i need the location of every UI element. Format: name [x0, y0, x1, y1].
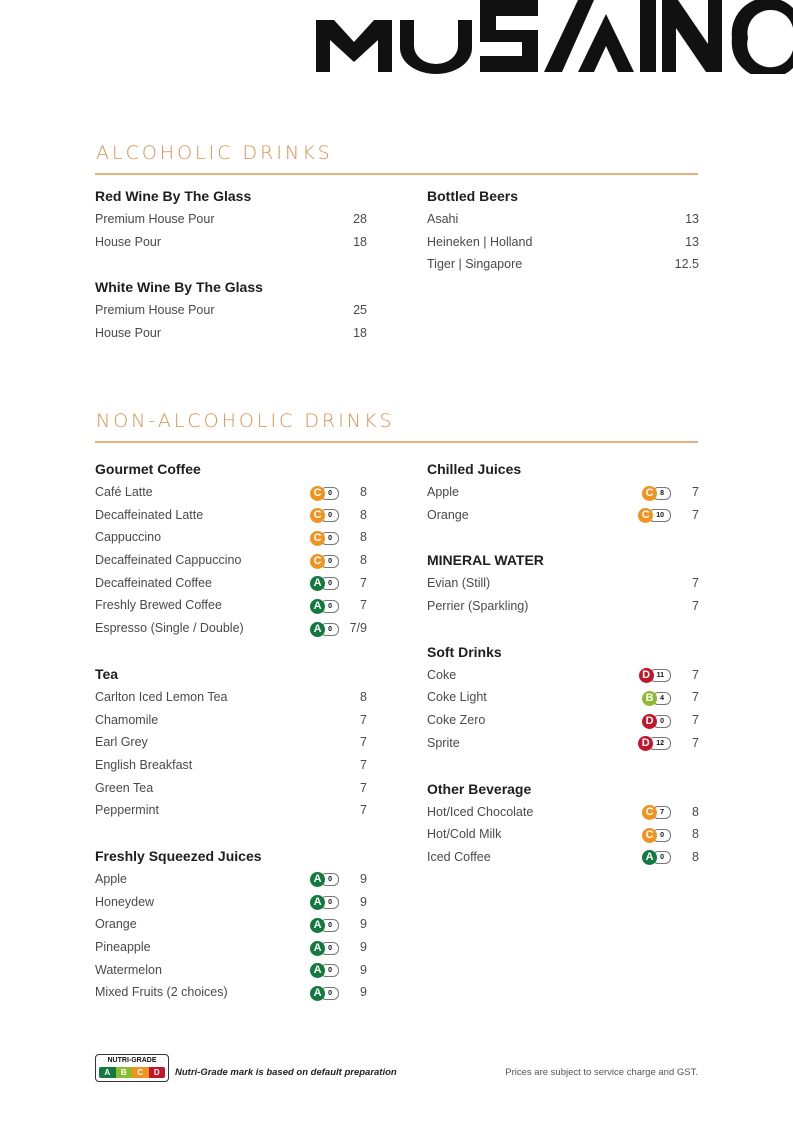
menu-item-price: 7: [360, 575, 367, 590]
sugar-percentage: 0: [652, 829, 671, 842]
menu-item: [95, 526, 367, 549]
sugar-percentage: 0: [320, 896, 339, 909]
sugar-percentage: 0: [320, 577, 339, 590]
menu-item-price: 9: [360, 871, 367, 886]
category-heading: Gourmet Coffee: [95, 461, 201, 477]
menu-item-name: Apple: [427, 485, 459, 499]
nutri-grade-letter: A: [310, 895, 325, 910]
menu-item-price: 7: [360, 712, 367, 727]
sugar-percentage: 11: [649, 669, 671, 682]
sugar-percentage: 0: [652, 851, 671, 864]
category-heading: Soft Drinks: [427, 643, 502, 660]
nutri-grade-badge: [639, 668, 671, 684]
menu-item-price: 8: [692, 827, 699, 842]
menu-item-name: Green Tea: [95, 780, 154, 795]
nutri-grade-badge: [310, 872, 339, 888]
sugar-percentage: 0: [320, 532, 339, 545]
menu-item-price: 8: [692, 849, 699, 864]
menu-item: [427, 732, 699, 755]
menu-item-name: Café Latte: [95, 485, 153, 499]
menu-item-price: 8: [360, 689, 367, 704]
nutri-grade-logo: [95, 1054, 169, 1082]
brand-logo: [316, 0, 793, 74]
menu-item: [95, 504, 367, 527]
nutri-grade-badge: [310, 508, 339, 524]
menu-item-name: Peppermint: [95, 803, 159, 818]
menu-item: [95, 617, 367, 640]
sugar-percentage: 0: [320, 873, 339, 886]
nutri-grade-letter: B: [642, 691, 657, 706]
category-heading: Freshly Squeezed Juices: [95, 847, 262, 864]
menu-item: [95, 322, 367, 345]
menu-item-price: 9: [360, 985, 367, 1000]
alcoholic-right-column: [427, 185, 699, 276]
sugar-percentage: 8: [652, 487, 671, 500]
menu-item: [427, 801, 699, 824]
menu-item-name: House Pour: [95, 234, 162, 249]
menu-item-name: Watermelon: [95, 962, 162, 977]
category-heading: Chilled Juices: [427, 461, 522, 477]
menu-item-name: Earl Grey: [95, 735, 148, 750]
menu-item-price: 8: [360, 507, 367, 522]
nutri-grade-letter: C: [310, 554, 325, 569]
menu-item-price: 13: [685, 234, 699, 249]
menu-item-name: Sprite: [427, 735, 460, 750]
menu-item-price: 28: [353, 212, 367, 226]
sugar-percentage: 0: [320, 987, 339, 1000]
menu-item-price: 7: [692, 485, 699, 499]
nutri-grade-letter: A: [310, 941, 325, 956]
sugar-percentage: 0: [320, 487, 339, 500]
nutri-grade-badge: [642, 805, 671, 821]
nutri-grade-logo-title: NUTRI-GRADE: [107, 1057, 157, 1064]
menu-item: [95, 959, 367, 982]
menu-item-name: Premium House Pour: [95, 212, 215, 226]
menu-item-price: 13: [685, 212, 699, 226]
menu-item: [95, 594, 367, 617]
sugar-percentage: 0: [320, 964, 339, 977]
nutri-grade-letter: C: [310, 531, 325, 546]
menu-item: [95, 709, 367, 732]
menu-item: [95, 754, 367, 777]
menu-item: [95, 231, 367, 254]
menu-item: [95, 799, 367, 822]
nutri-grade-badge: [642, 485, 671, 501]
sugar-percentage: 7: [652, 806, 671, 819]
category-heading: Tea: [95, 665, 119, 682]
menu-item-name: Espresso (Single / Double): [95, 621, 244, 636]
nutri-grade-badge: [642, 827, 671, 843]
menu-item-price: 7: [692, 507, 699, 522]
category-heading: Bottled Beers: [427, 188, 519, 204]
nutri-grade-scale-letter: D: [149, 1067, 166, 1078]
menu-item-name: Heineken | Holland: [427, 234, 533, 249]
menu-item: [95, 481, 367, 504]
menu-item: [427, 846, 699, 869]
category-heading: Other Beverage: [427, 780, 532, 797]
nutri-grade-badge: [310, 576, 339, 592]
nutri-grade-scale-letter: C: [132, 1067, 149, 1078]
menu-item-price: 7: [360, 735, 367, 750]
menu-item-price: 7/9: [349, 621, 367, 636]
menu-item-price: 9: [360, 917, 367, 932]
price-disclaimer: Prices are subject to service charge and GST.: [505, 1067, 698, 1078]
nutri-grade-badge: [642, 690, 671, 706]
nutri-grade-badge: [642, 713, 671, 729]
menu-item-name: English Breakfast: [95, 757, 193, 772]
menu-item-name: Decaffeinated Cappuccino: [95, 553, 242, 568]
sugar-percentage: 12: [648, 737, 671, 750]
nutri-grade-badge: [310, 598, 339, 614]
nutri-grade-letter: A: [310, 576, 325, 591]
nutri-grade-letter: A: [310, 918, 325, 933]
nutri-grade-badge: [310, 963, 339, 979]
menu-item-price: 7: [692, 735, 699, 750]
nutri-grade-letter: A: [310, 986, 325, 1001]
category-heading: White Wine By The Glass: [95, 279, 263, 296]
menu-item-price: 8: [692, 804, 699, 819]
menu-item: [95, 777, 367, 800]
nutri-grade-badge: [310, 985, 339, 1001]
menu-item: [427, 595, 699, 618]
menu-item-price: 9: [360, 894, 367, 909]
menu-item: [427, 208, 699, 231]
nutri-grade-letter: C: [642, 486, 657, 501]
menu-item: [95, 913, 367, 936]
nutri-grade-letter: A: [310, 963, 325, 978]
menu-item: [427, 709, 699, 732]
nutri-grade-letter: C: [310, 486, 325, 501]
menu-item-price: 7: [360, 780, 367, 795]
sugar-percentage: 10: [648, 509, 671, 522]
nutri-grade-letter: C: [642, 805, 657, 820]
menu-item-price: 8: [360, 530, 367, 545]
menu-item-name: Mixed Fruits (2 choices): [95, 985, 228, 1000]
menu-item-price: 8: [360, 553, 367, 568]
menu-item-price: 7: [360, 757, 367, 772]
menu-item-name: Honeydew: [95, 894, 155, 909]
nutri-grade-letter: C: [310, 508, 325, 523]
nutri-grade-letter: D: [639, 668, 654, 683]
menu-item-price: 7: [692, 576, 699, 591]
section-divider: [95, 173, 698, 175]
menu-item-price: 7: [692, 713, 699, 728]
nutri-grade-badge: [310, 621, 339, 637]
menu-item: [95, 299, 367, 322]
section-title-non-alcoholic: NON-ALCOHOLIC DRINKS: [96, 410, 395, 432]
menu-item-name: Premium House Pour: [95, 303, 215, 318]
menu-item-name: Perrier (Sparkling): [427, 599, 529, 614]
menu-item-name: Evian (Still): [427, 576, 491, 591]
menu-item-price: 7: [360, 598, 367, 613]
nutri-grade-badge: [310, 940, 339, 956]
alcoholic-left-column: [95, 185, 367, 345]
menu-item-price: 18: [353, 234, 367, 249]
sugar-percentage: 0: [320, 555, 339, 568]
menu-item-name: Decaffeinated Coffee: [95, 575, 212, 590]
nutri-grade-badge: [638, 508, 671, 524]
menu-item: [427, 253, 699, 276]
nutri-grade-badge: [310, 530, 339, 546]
menu-item-name: Decaffeinated Latte: [95, 507, 204, 522]
menu-item: [95, 936, 367, 959]
nutri-grade-badge: [642, 850, 671, 866]
nutri-grade-scale-letter: A: [99, 1067, 116, 1078]
nutri-grade-letter: A: [310, 622, 325, 637]
menu-item-name: Hot/Iced Chocolate: [427, 804, 534, 819]
menu-item: [427, 504, 699, 527]
menu-item-name: Coke: [427, 667, 457, 682]
menu-item: [427, 686, 699, 709]
menu-item-name: Hot/Cold Milk: [427, 827, 502, 842]
sugar-percentage: 0: [320, 919, 339, 932]
menu-item-name: Tiger | Singapore: [427, 257, 523, 272]
menu-item: [95, 572, 367, 595]
nutri-grade-badge: [310, 917, 339, 933]
menu-item-price: 9: [360, 962, 367, 977]
nutri-grade-badge: [310, 553, 339, 569]
menu-item-price: 9: [360, 940, 367, 954]
menu-item-name: Cappuccino: [95, 530, 162, 545]
nutri-grade-badge: [638, 736, 671, 752]
menu-item-name: House Pour: [95, 326, 162, 341]
category-heading: Red Wine By The Glass: [95, 188, 252, 204]
nutri-grade-letter: A: [310, 872, 325, 887]
menu-item: [95, 208, 367, 231]
nutri-grade-letter: A: [642, 850, 657, 865]
nutri-grade-badge: [310, 895, 339, 911]
nutri-grade-letter: C: [642, 828, 657, 843]
nutri-grade-note: Nutri-Grade mark is based on default preparation: [175, 1067, 397, 1078]
menu-item: [427, 231, 699, 254]
menu-item-name: Coke Zero: [427, 713, 486, 728]
menu-item-price: 12.5: [674, 257, 699, 272]
menu-item-name: Orange: [427, 507, 469, 522]
category-heading: MINERAL WATER: [427, 552, 544, 569]
section-divider: [95, 441, 698, 443]
menu-item-price: 7: [692, 667, 699, 682]
menu-item-name: Chamomile: [95, 712, 159, 727]
sugar-percentage: 0: [320, 509, 339, 522]
menu-item-price: 8: [360, 485, 367, 499]
nutri-grade-letter: D: [638, 736, 653, 751]
menu-item: [427, 572, 699, 595]
nutri-grade-scale-letter: B: [116, 1067, 133, 1078]
sugar-percentage: 0: [320, 942, 339, 955]
section-title-alcoholic: ALCOHOLIC DRINKS: [96, 142, 333, 164]
menu-item: [427, 481, 699, 504]
menu-item-name: Coke Light: [427, 690, 487, 705]
sugar-percentage: 4: [652, 692, 671, 705]
menu-item-name: Apple: [95, 871, 127, 886]
nutri-grade-scale: [99, 1067, 165, 1078]
sugar-percentage: 0: [320, 600, 339, 613]
non-alcoholic-right-column: [427, 458, 699, 869]
menu-item-name: Orange: [95, 917, 137, 932]
nutri-grade-letter: A: [310, 599, 325, 614]
menu-item: [95, 731, 367, 754]
menu-item: [95, 891, 367, 914]
nutri-grade-letter: D: [642, 714, 657, 729]
menu-item: [95, 868, 367, 891]
menu-item-name: Carlton Iced Lemon Tea: [95, 689, 228, 704]
menu-item-price: 7: [692, 690, 699, 705]
non-alcoholic-left-column: [95, 458, 367, 1004]
menu-item-price: 18: [353, 326, 367, 341]
menu-item: [95, 686, 367, 709]
menu-item: [427, 664, 699, 687]
menu-item: [427, 823, 699, 846]
menu-item: [95, 981, 367, 1004]
nutri-grade-letter: C: [638, 508, 653, 523]
menu-item-name: Freshly Brewed Coffee: [95, 598, 222, 613]
menu-item-name: Iced Coffee: [427, 849, 491, 864]
menu-item-price: 7: [692, 599, 699, 614]
nutri-grade-badge: [310, 485, 339, 501]
menu-item-price: 7: [360, 803, 367, 818]
menu-item: [95, 549, 367, 572]
sugar-percentage: 0: [320, 623, 339, 636]
menu-item-name: Pineapple: [95, 940, 151, 954]
sugar-percentage: 0: [652, 715, 671, 728]
menu-item-name: Asahi: [427, 212, 459, 226]
menu-item-price: 25: [353, 303, 367, 318]
